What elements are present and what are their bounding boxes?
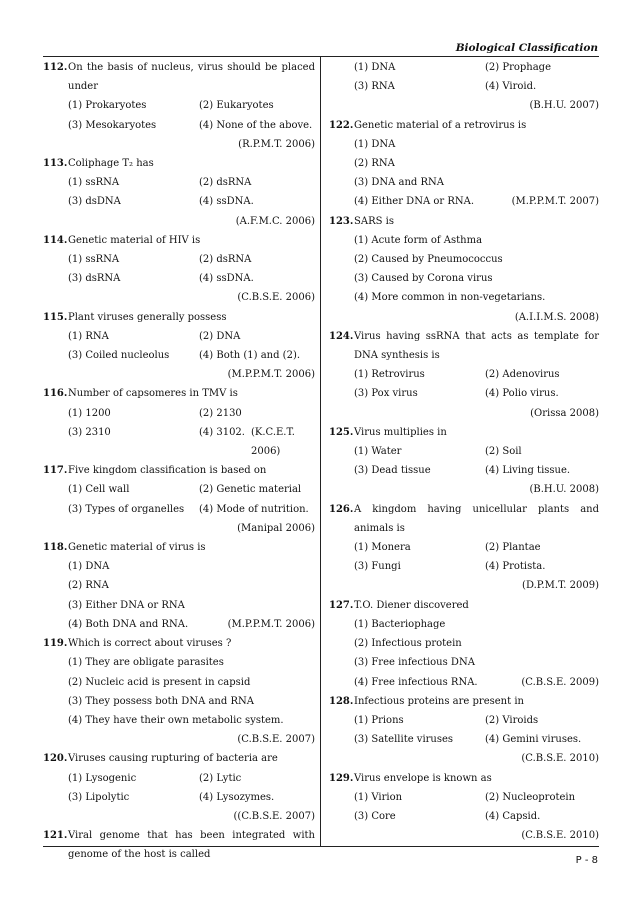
option: (3) Dead tissue [354,465,431,477]
option: (1) 1200 [68,407,111,419]
header-rule [43,56,599,57]
question-number: 116. [43,388,68,400]
option: (3) They possess both DNA and RNA [68,695,254,707]
option: (3) Mesokaryotes [68,119,157,131]
option: (4) Living tissue. [485,465,571,477]
question-stem: T.O. Diener discovered [354,599,469,611]
option: (1) RNA [68,330,109,342]
question-number: 125. [329,426,354,438]
option: (2) Nucleoprotein [485,791,576,803]
option: (2) DNA [199,330,241,342]
question-stem: Genetic material of a retrovirus is [354,119,527,131]
option: (2) RNA [68,580,109,592]
option: (1) They are obligate parasites [68,657,224,669]
option: (1) Prions [354,714,404,726]
option: (1) Virion [354,791,403,803]
question-number: 128. [329,695,354,707]
option: (1) Retrovirus [354,369,425,381]
option: (4) More common in non-vegetarians. [354,292,546,304]
question-number: 117. [43,465,68,477]
option: (1) Monera [354,542,411,554]
question-stem: Coliphage T₂ has [68,158,154,170]
option: (3) RNA [354,81,395,93]
question-123 [329,212,599,327]
column-divider [320,56,321,846]
question-121-options [329,58,599,116]
question-stem: Number of capsomeres in TMV is [68,388,238,400]
question-source: (C.B.S.E. 2006) [237,292,315,304]
page-number: P - 8 [575,855,598,866]
question-source: (K.C.E.T. 2006) [250,426,295,458]
option: (3) Free infectious DNA [354,657,475,669]
question-129 [329,769,599,846]
option: (4) None of the above. [199,119,313,131]
option: (2) Viroids [485,714,539,726]
question-stem: Infectious proteins are present in [354,695,524,707]
question-number: 123. [329,215,354,227]
option: (2) dsRNA [199,254,252,266]
option: (1) Water [354,446,402,458]
question-112 [43,58,315,154]
question-number: 129. [329,772,354,784]
question-source: (B.H.U. 2008) [529,484,599,496]
option: (4) Either DNA or RNA. [354,196,475,208]
option: (1) Prokaryotes [68,100,147,112]
question-source: (A.I.I.M.S. 2008) [514,311,599,323]
option: (2) Genetic material [199,484,302,496]
option: (3) dsDNA [68,196,121,208]
question-number: 120. [43,753,68,765]
question-source: (D.P.M.T. 2009) [522,580,599,592]
question-stem: A kingdom having unicellular plants and animals is [354,503,599,534]
question-125 [329,423,599,500]
option: (2) Prophage [485,62,551,73]
option: (1) Bacteriophage [354,618,446,630]
question-source: (R.P.M.T. 2006) [238,138,315,150]
option: (4) Lysozymes. [199,791,275,803]
option: (3) Caused by Corona virus [354,273,493,285]
question-115 [43,308,315,385]
question-source: (C.B.S.E. 2007) [237,734,315,746]
option: (3) Coiled nucleolus [68,350,170,362]
question-number: 113. [43,158,68,170]
question-stem: Genetic material of HIV is [68,234,201,246]
option: (4) 3102. [199,426,245,438]
option: (2) 2130 [199,407,242,419]
question-stem: Virus envelope is known as [354,772,492,784]
question-source: (M.P.P.M.T. 2006) [227,618,315,630]
option: (3) DNA and RNA [354,177,444,189]
question-118 [43,538,315,634]
option: (2) Lytic [199,772,242,784]
option: (2) Infectious protein [354,638,462,650]
question-number: 124. [329,330,354,342]
option: (3) Lipolytic [68,791,130,803]
question-116 [43,384,315,461]
question-source: ((C.B.S.E. 2007) [233,810,315,822]
option: (2) RNA [354,158,395,170]
option: (4) They have their own metabolic system. [68,714,284,726]
question-number: 126. [329,503,354,515]
question-113 [43,154,315,231]
question-source: (M.P.P.M.T. 2007) [511,196,599,208]
question-128 [329,692,599,769]
option: (2) Caused by Pneumococcus [354,254,503,266]
option: (4) Capsid. [485,810,541,822]
option: (2) Plantae [485,542,541,554]
question-stem: Virus multiplies in [354,426,447,438]
question-source: (Manipal 2006) [237,522,315,534]
question-stem: On the basis of nucleus, virus should be placed under [68,62,315,93]
question-122 [329,116,599,212]
option: (3) Pox virus [354,388,418,400]
option: (1) ssRNA [68,177,120,189]
option: (2) dsRNA [199,177,252,189]
option: (4) Free infectious RNA. [354,676,478,688]
option: (3) Either DNA or RNA [68,599,185,611]
question-source: (C.B.S.E. 2009) [521,676,599,688]
option: (1) DNA [354,138,396,150]
question-114 [43,231,315,308]
question-120 [43,749,315,826]
question-127 [329,596,599,692]
question-source: (C.B.S.E. 2010) [521,830,599,842]
option: (4) Viroid. [485,81,537,93]
question-number: 114. [43,234,68,246]
question-stem: Which is correct about viruses ? [68,638,232,650]
option: (4) Mode of nutrition. [199,503,309,515]
question-stem: Viral genome that has been integrated with genome of the host is called [68,830,315,861]
page-header-title: Biological Classification [455,42,598,54]
option: (2) Soil [485,446,522,458]
question-number: 127. [329,599,354,611]
option: (1) DNA [68,561,110,573]
option: (4) Both DNA and RNA. [68,618,189,630]
option: (3) 2310 [68,426,111,438]
question-stem: Five kingdom classification is based on [68,465,267,477]
left-column [43,58,315,865]
question-source: (Orissa 2008) [530,407,599,419]
option: (1) Lysogenic [68,772,137,784]
question-stem: Viruses causing rupturing of bacteria are [68,753,278,765]
question-source: (B.H.U. 2007) [529,100,599,112]
question-number: 112. [43,62,68,73]
question-number: 119. [43,638,68,650]
option: (4) Polio virus. [485,388,559,400]
footer-rule [43,846,599,847]
option: (1) Acute form of Asthma [354,234,483,246]
option: (3) Fungi [354,561,401,573]
option: (2) Eukaryotes [199,100,274,112]
option: (4) Gemini viruses. [485,734,582,746]
option: (1) DNA [354,62,396,73]
question-number: 115. [43,311,68,323]
option: (3) Core [354,810,396,822]
option: (2) Adenovirus [485,369,560,381]
question-number: 118. [43,542,68,554]
question-124 [329,327,599,423]
question-source: (M.P.P.M.T. 2006) [227,369,315,381]
right-column [329,58,599,845]
question-stem: SARS is [354,215,394,227]
option: (3) Types of organelles [68,503,185,515]
option: (2) Nucleic acid is present in capsid [68,676,251,688]
question-number: 122. [329,119,354,131]
option: (1) ssRNA [68,254,120,266]
option: (3) Satellite viruses [354,734,454,746]
question-stem: Virus having ssRNA that acts as template for DNA synthesis is [354,330,599,362]
option: (4) Protista. [485,561,546,573]
option: (4) Both (1) and (2). [199,350,301,362]
question-126 [329,500,599,596]
question-117 [43,461,315,538]
question-stem: Genetic material of virus is [68,542,206,554]
option: (3) dsRNA [68,273,121,285]
option: (4) ssDNA. [199,196,254,208]
option: (1) Cell wall [68,484,130,496]
question-source: (A.F.M.C. 2006) [235,215,315,227]
question-stem: Plant viruses generally possess [68,311,227,323]
question-number: 121. [43,830,68,842]
option: (4) ssDNA. [199,273,254,285]
question-119 [43,634,315,749]
question-source: (C.B.S.E. 2010) [521,753,599,765]
